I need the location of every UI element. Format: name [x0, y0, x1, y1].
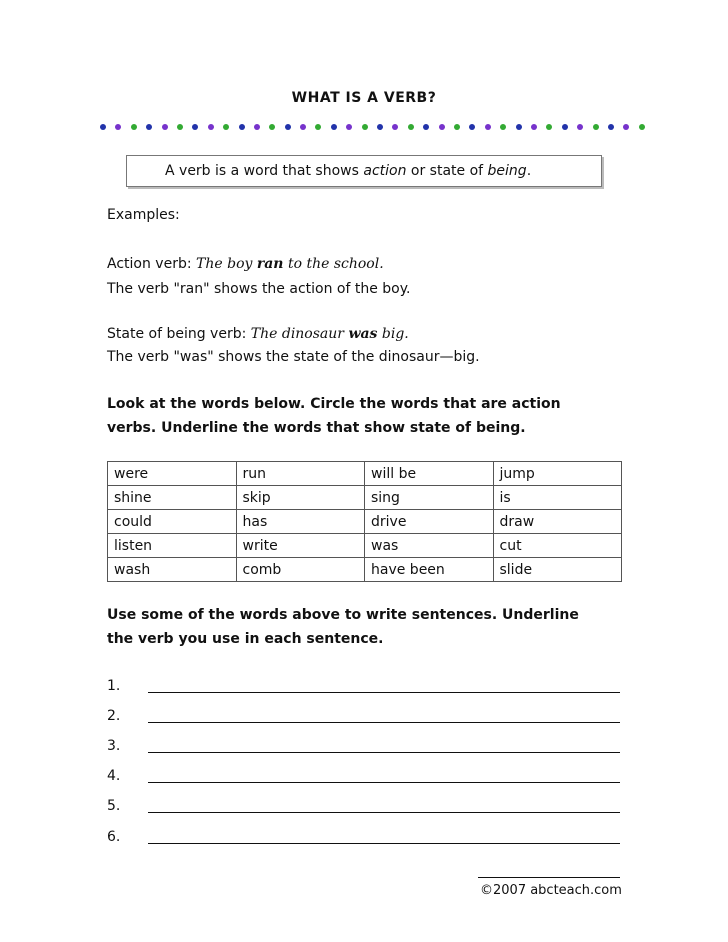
- decorative-dot: [500, 124, 506, 130]
- answer-line-1[interactable]: [148, 692, 620, 693]
- decorative-dot: [254, 124, 260, 130]
- answer-line-6[interactable]: [148, 843, 620, 844]
- decorative-dot: [469, 124, 475, 130]
- decorative-dot: [331, 124, 337, 130]
- word-cell[interactable]: listen: [108, 534, 237, 558]
- instructions-2-line-2: the verb you use in each sentence.: [107, 631, 384, 647]
- decorative-dot: [300, 124, 306, 130]
- answer-number-6: 6.: [107, 829, 121, 845]
- decorative-dot: [485, 124, 491, 130]
- decorative-dot: [608, 124, 614, 130]
- word-cell[interactable]: shine: [108, 486, 237, 510]
- example-verb-was: was: [348, 326, 378, 342]
- decorative-dot: [392, 124, 398, 130]
- decorative-dot: [577, 124, 583, 130]
- example-verb-ran: ran: [256, 256, 284, 272]
- word-cell[interactable]: slide: [493, 558, 622, 582]
- word-cell[interactable]: is: [493, 486, 622, 510]
- table-row: [108, 486, 622, 510]
- state-verb-explanation: The verb "was" shows the state of the dinosaur—big.: [107, 349, 480, 365]
- word-cell[interactable]: could: [108, 510, 237, 534]
- decorative-dot: [593, 124, 599, 130]
- decorative-dot: [346, 124, 352, 130]
- word-cell[interactable]: sing: [365, 486, 494, 510]
- decorative-dot: [208, 124, 214, 130]
- answer-number-1: 1.: [107, 678, 121, 694]
- decorative-dot: [223, 124, 229, 130]
- decorative-dot-border: [100, 120, 645, 134]
- table-row: [108, 558, 622, 582]
- instructions-1-line-1: Look at the words below. Circle the words that are action: [107, 396, 561, 412]
- decorative-dot: [516, 124, 522, 130]
- decorative-dot: [623, 124, 629, 130]
- word-cell[interactable]: have been: [365, 558, 494, 582]
- answer-number-4: 4.: [107, 768, 121, 784]
- instructions-1-line-2: verbs. Underline the words that show state of being.: [107, 420, 526, 436]
- word-cell[interactable]: run: [236, 462, 365, 486]
- word-cell[interactable]: draw: [493, 510, 622, 534]
- word-table: [107, 461, 622, 582]
- decorative-dot: [639, 124, 645, 130]
- action-verb-explanation: The verb "ran" shows the action of the boy.: [107, 281, 411, 297]
- answer-line-3[interactable]: [148, 752, 620, 753]
- decorative-dot: [100, 124, 106, 130]
- page-title: WHAT IS A VERB?: [291, 90, 437, 106]
- word-cell[interactable]: drive: [365, 510, 494, 534]
- table-row: [108, 534, 622, 558]
- definition-being-word: being: [487, 163, 527, 179]
- decorative-dot: [423, 124, 429, 130]
- answer-line-5[interactable]: [148, 812, 620, 813]
- word-cell[interactable]: will be: [365, 462, 494, 486]
- decorative-dot: [177, 124, 183, 130]
- word-cell[interactable]: was: [365, 534, 494, 558]
- word-cell[interactable]: comb: [236, 558, 365, 582]
- word-cell[interactable]: write: [236, 534, 365, 558]
- word-cell[interactable]: has: [236, 510, 365, 534]
- decorative-dot: [315, 124, 321, 130]
- copyright-credit: ©2007 abcteach.com: [480, 883, 622, 898]
- decorative-dot: [146, 124, 152, 130]
- answer-number-3: 3.: [107, 738, 121, 754]
- decorative-dot: [269, 124, 275, 130]
- word-cell[interactable]: were: [108, 462, 237, 486]
- action-verb-example: Action verb: The boy ran to the school.: [107, 256, 384, 272]
- answer-line-2[interactable]: [148, 722, 620, 723]
- answer-number-5: 5.: [107, 798, 121, 814]
- word-cell[interactable]: skip: [236, 486, 365, 510]
- instructions-2-line-1: Use some of the words above to write sentences. Underline: [107, 607, 579, 623]
- table-row: [108, 462, 622, 486]
- examples-label: Examples:: [107, 207, 180, 223]
- decorative-dot: [377, 124, 383, 130]
- answer-line-4[interactable]: [148, 782, 620, 783]
- decorative-dot: [454, 124, 460, 130]
- decorative-dot: [362, 124, 368, 130]
- word-cell[interactable]: cut: [493, 534, 622, 558]
- word-cell[interactable]: jump: [493, 462, 622, 486]
- definition-box: [126, 155, 602, 187]
- decorative-dot: [562, 124, 568, 130]
- decorative-dot: [162, 124, 168, 130]
- credit-divider: [478, 877, 620, 878]
- decorative-dot: [439, 124, 445, 130]
- decorative-dot: [546, 124, 552, 130]
- decorative-dot: [131, 124, 137, 130]
- definition-action-word: action: [363, 163, 407, 179]
- decorative-dot: [408, 124, 414, 130]
- definition-text: A verb is a word that shows action or state of being.: [165, 163, 532, 179]
- word-cell[interactable]: wash: [108, 558, 237, 582]
- decorative-dot: [285, 124, 291, 130]
- table-row: [108, 510, 622, 534]
- decorative-dot: [531, 124, 537, 130]
- decorative-dot: [115, 124, 121, 130]
- decorative-dot: [192, 124, 198, 130]
- answer-number-2: 2.: [107, 708, 121, 724]
- state-verb-example: State of being verb: The dinosaur was big.: [107, 326, 409, 342]
- decorative-dot: [239, 124, 245, 130]
